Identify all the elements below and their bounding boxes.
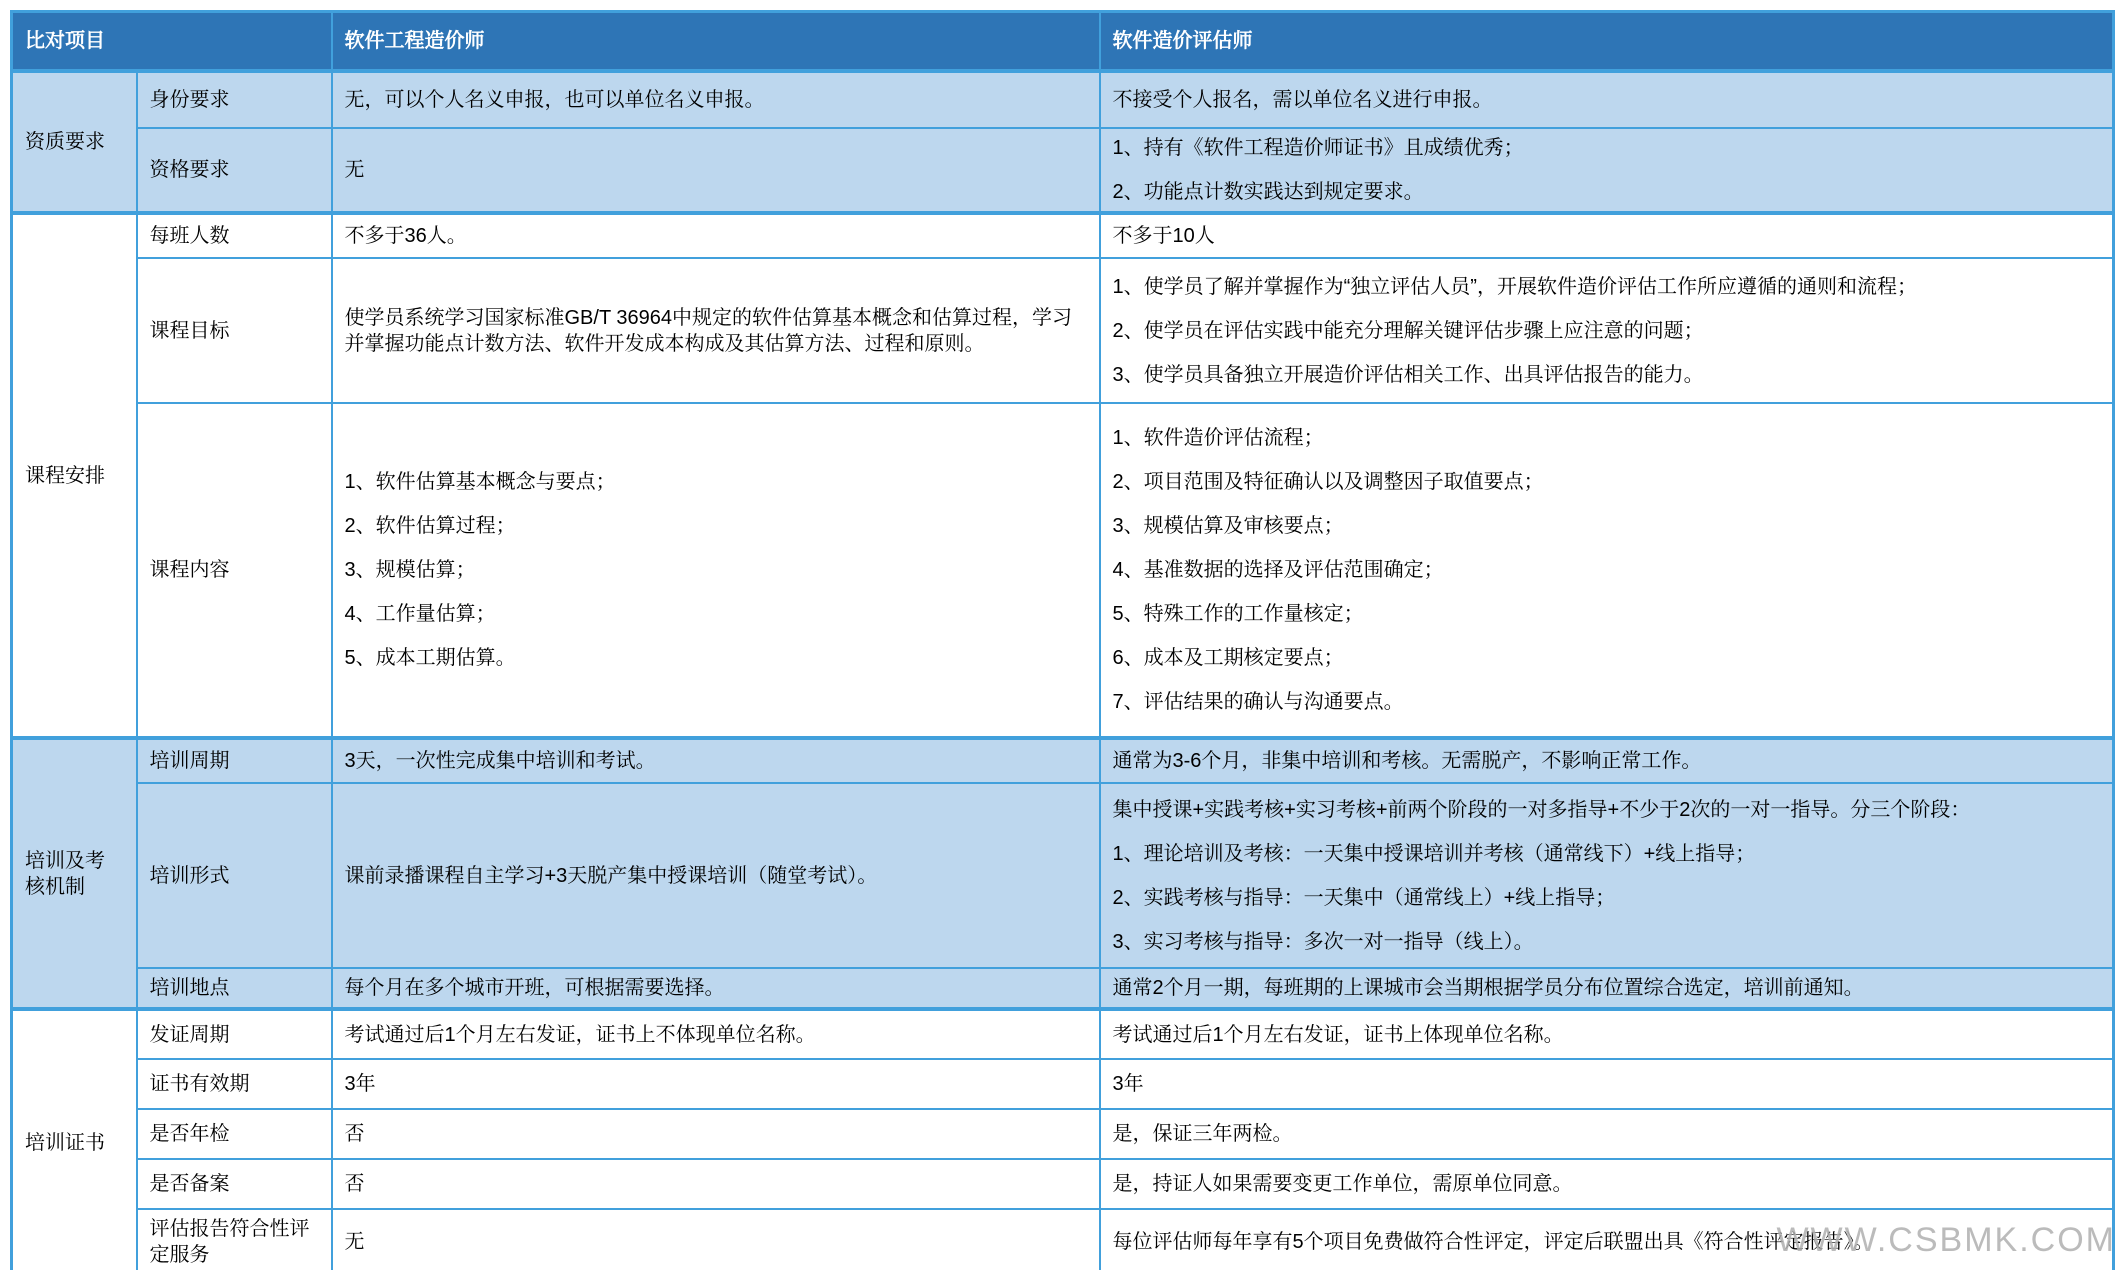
table-row <box>12 1009 2114 1059</box>
cell-paragraph: 3、实习考核与指导：多次一对一指导（线上）。 <box>1112 930 1534 953</box>
cell-paragraph: 否 <box>344 1123 365 1145</box>
value-cell-course-b <box>1100 1109 2114 1159</box>
cell-paragraph: 3、规模估算及审核要点； <box>1112 515 1344 537</box>
cell-paragraph: 3年 <box>1112 1073 1144 1095</box>
site-watermark: WWW.CSBMK.COM <box>1776 1221 2116 1259</box>
value-cell-course-b <box>1100 738 2114 783</box>
cell-paragraph: 3、规模估算； <box>344 559 476 581</box>
item-cell: 资格要求 <box>137 128 332 213</box>
value-cell-course-b <box>1100 1009 2114 1059</box>
table-row <box>12 403 2114 738</box>
group-cell: 培训及考核机制 <box>12 738 137 1009</box>
cell-paragraph: 使学员系统学习国家标准GB/T 36964中规定的软件估算基本概念和估算过程，学习并掌握功能点计数方法、软件开发成本构成及其估算方法、过程和原则。 <box>344 306 1072 355</box>
value-cell-course-a <box>332 258 1100 403</box>
cell-paragraph: 4、工作量估算； <box>344 603 496 625</box>
value-cell-course-a <box>332 1059 1100 1109</box>
header-cell-course-b: 软件造价评估师 <box>1100 12 2114 72</box>
cell-paragraph: 通常为3-6个月，非集中培训和考核。无需脱产，不影响正常工作。 <box>1112 750 1702 772</box>
header-cell-project: 比对项目 <box>12 12 332 72</box>
item-cell: 是否备案 <box>137 1159 332 1209</box>
value-cell-course-a <box>332 968 1100 1009</box>
value-cell-course-b <box>1100 213 2114 258</box>
cell-paragraph: 1、持有《软件工程造价师证书》且成绩优秀； <box>1112 137 1524 159</box>
value-cell-course-a <box>332 128 1100 213</box>
cell-paragraph: 5、成本工期估算。 <box>344 647 516 669</box>
item-cell: 评估报告符合性评定服务 <box>137 1209 332 1270</box>
cell-paragraph: 无 <box>344 159 365 181</box>
value-cell-course-b <box>1100 968 2114 1009</box>
value-cell-course-b <box>1100 403 2114 738</box>
cell-paragraph: 每位评估师每年享有5个项目免费做符合性评定，评定后联盟出具《符合性评定报告》。 <box>1112 1231 1874 1253</box>
cell-paragraph: 通常2个月一期，每班期的上课城市会当期根据学员分布位置综合选定，培训前通知。 <box>1112 977 1864 999</box>
table-row <box>12 1059 2114 1109</box>
item-cell: 课程内容 <box>137 403 332 738</box>
cell-paragraph: 2、项目范围及特征确认以及调整因子取值要点； <box>1112 471 1544 493</box>
cell-paragraph: 否 <box>344 1173 365 1195</box>
cell-paragraph: 是，保证三年两检。 <box>1112 1123 1293 1145</box>
cell-paragraph: 考试通过后1个月左右发证，证书上体现单位名称。 <box>1112 1023 1564 1046</box>
item-cell: 发证周期 <box>137 1009 332 1059</box>
value-cell-course-b <box>1100 71 2114 128</box>
cell-paragraph: 不接受个人报名，需以单位名义进行申报。 <box>1112 89 1493 111</box>
cell-paragraph: 3、使学员具备独立开展造价评估相关工作、出具评估报告的能力。 <box>1112 363 1704 386</box>
table-row <box>12 1109 2114 1159</box>
value-cell-course-a <box>332 403 1100 738</box>
table-row <box>12 1159 2114 1209</box>
value-cell-course-a <box>332 1109 1100 1159</box>
cell-paragraph: 6、成本及工期核定要点； <box>1112 647 1344 669</box>
table-row <box>12 71 2114 128</box>
cell-paragraph: 3天，一次性完成集中培训和考试。 <box>344 750 656 772</box>
value-cell-course-a <box>332 1009 1100 1059</box>
cell-paragraph: 2、软件估算过程； <box>344 515 516 537</box>
table-row <box>12 213 2114 258</box>
cell-paragraph: 1、软件造价评估流程； <box>1112 427 1324 449</box>
cell-paragraph: 是，持证人如果需要变更工作单位，需原单位同意。 <box>1112 1173 1573 1195</box>
value-cell-course-a <box>332 213 1100 258</box>
cell-paragraph: 课前录播课程自主学习+3天脱产集中授课培训（随堂考试）。 <box>344 864 878 887</box>
item-cell: 培训周期 <box>137 738 332 783</box>
table-row <box>12 968 2114 1009</box>
cell-paragraph: 2、使学员在评估实践中能充分理解关键评估步骤上应注意的问题； <box>1112 319 1704 342</box>
table-row <box>12 258 2114 403</box>
item-cell: 证书有效期 <box>137 1059 332 1109</box>
item-cell: 培训地点 <box>137 968 332 1009</box>
comparison-table-body <box>12 71 2114 1270</box>
value-cell-course-a <box>332 783 1100 968</box>
cell-paragraph: 4、基准数据的选择及评估范围确定； <box>1112 559 1444 581</box>
cell-paragraph: 每个月在多个城市开班，可根据需要选择。 <box>344 977 725 999</box>
table-row <box>12 783 2114 968</box>
value-cell-course-b <box>1100 1159 2114 1209</box>
cell-paragraph: 无 <box>344 1231 365 1253</box>
value-cell-course-a <box>332 738 1100 783</box>
item-cell: 培训形式 <box>137 783 332 968</box>
value-cell-course-a <box>332 71 1100 128</box>
cell-paragraph: 7、评估结果的确认与沟通要点。 <box>1112 691 1404 713</box>
group-cell: 培训证书 <box>12 1009 137 1270</box>
item-cell: 是否年检 <box>137 1109 332 1159</box>
value-cell-course-a <box>332 1209 1100 1270</box>
cell-paragraph: 1、使学员了解并掌握作为“独立评估人员”，开展软件造价评估工作所应遵循的通则和流程； <box>1112 275 1917 298</box>
table-row <box>12 738 2114 783</box>
cell-paragraph: 2、功能点计数实践达到规定要求。 <box>1112 181 1424 203</box>
value-cell-course-b <box>1100 1209 2114 1270</box>
cell-paragraph: 无，可以个人名义申报，也可以单位名义申报。 <box>344 89 765 111</box>
cell-paragraph: 不多于36人。 <box>344 225 467 247</box>
table-row <box>12 128 2114 213</box>
table-row <box>12 1209 2114 1270</box>
item-cell: 课程目标 <box>137 258 332 403</box>
group-cell: 资质要求 <box>12 71 137 213</box>
item-cell: 每班人数 <box>137 213 332 258</box>
value-cell-course-b <box>1100 258 2114 403</box>
cell-paragraph: 不多于10人 <box>1112 225 1215 247</box>
value-cell-course-b <box>1100 1059 2114 1109</box>
cell-paragraph: 集中授课+实践考核+实习考核+前两个阶段的一对多指导+不少于2次的一对一指导。分三个阶段： <box>1112 798 1971 821</box>
comparison-table <box>10 10 2115 1270</box>
cell-paragraph: 5、特殊工作的工作量核定； <box>1112 603 1364 625</box>
cell-paragraph: 1、理论培训及考核：一天集中授课培训并考核（通常线下）+线上指导； <box>1112 842 1756 865</box>
group-cell: 课程安排 <box>12 213 137 738</box>
item-cell: 身份要求 <box>137 71 332 128</box>
value-cell-course-b <box>1100 128 2114 213</box>
table-header-row <box>12 12 2114 72</box>
value-cell-course-b <box>1100 783 2114 968</box>
header-cell-course-a: 软件工程造价师 <box>332 12 1100 72</box>
cell-paragraph: 2、实践考核与指导：一天集中（通常线上）+线上指导； <box>1112 886 1616 909</box>
cell-paragraph: 3年 <box>344 1073 376 1095</box>
cell-paragraph: 考试通过后1个月左右发证，证书上不体现单位名称。 <box>344 1023 816 1046</box>
cell-paragraph: 1、软件估算基本概念与要点； <box>344 471 616 493</box>
value-cell-course-a <box>332 1159 1100 1209</box>
